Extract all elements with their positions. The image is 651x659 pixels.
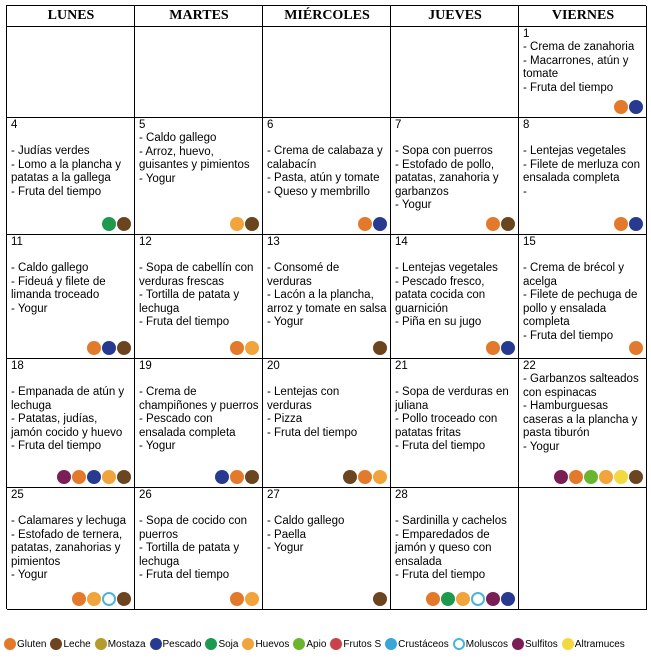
huevos-icon — [599, 470, 613, 484]
pescado-icon — [215, 470, 229, 484]
legend-item-apio — [293, 638, 326, 650]
menu-line: - Sopa de cocido con puerros — [139, 515, 248, 541]
day-number: 27 — [267, 489, 280, 501]
menu-line: - Sopa de cabellín con verduras frescas — [139, 262, 254, 288]
allergen-icons — [230, 217, 259, 231]
menu-line: - Sardinilla y cachelos — [395, 515, 507, 527]
menu-line: - Fruta del tiempo — [139, 569, 230, 581]
day-number: 28 — [395, 489, 408, 501]
allergen-icons — [358, 217, 387, 231]
menu-line: - Arroz, huevo, guisantes y pimientos — [139, 145, 250, 171]
legend-label: Sulfitos — [525, 638, 558, 650]
menu-line — [11, 502, 131, 515]
menu-line: - Yogur — [11, 569, 48, 581]
gluten-icon — [87, 341, 101, 355]
menu-line: - Fruta del tiempo — [139, 316, 230, 328]
soja-icon — [102, 217, 116, 231]
menu-line: - Queso y membrillo — [267, 185, 370, 198]
menu-line: - Fruta del tiempo — [11, 440, 102, 452]
legend-label: Pescado — [162, 638, 202, 650]
menu-line: - Fruta del tiempo — [267, 426, 358, 439]
menu-line: - Pizza — [267, 413, 303, 425]
gluten-icon — [486, 341, 500, 355]
menu-line — [395, 373, 515, 386]
day-cell — [391, 488, 519, 610]
sulfitos-icon — [57, 470, 71, 484]
moluscos-icon — [102, 592, 116, 606]
legend-item-gluten — [4, 638, 46, 650]
menu-line — [395, 249, 515, 262]
frutos-icon — [330, 638, 342, 650]
pescado-icon — [501, 592, 515, 606]
menu-line: - Yogur — [139, 440, 176, 452]
header-miercoles: MIÉRCOLES — [263, 6, 391, 27]
day-cell — [135, 235, 263, 359]
day-number: 19 — [139, 360, 152, 372]
menu-line: - Sopa con puerros — [395, 145, 493, 157]
allergen-icons — [87, 341, 131, 355]
gluten-icon — [614, 100, 628, 114]
leche-icon — [343, 470, 357, 484]
soja-icon — [205, 638, 217, 650]
altramuces-icon — [562, 638, 574, 650]
header-viernes: VIERNES — [519, 6, 647, 27]
day-number: 22 — [523, 360, 536, 372]
leche-icon — [50, 638, 62, 650]
menu-line: - Yogur — [395, 199, 432, 211]
leche-icon — [117, 341, 131, 355]
pescado-icon — [87, 470, 101, 484]
huevos-icon — [373, 470, 387, 484]
moluscos-icon — [453, 638, 465, 650]
menu-line: - Emparedados de jamón y queso con ensalada — [395, 528, 492, 568]
day-number: 14 — [395, 236, 408, 248]
menu-line: - Yogur — [11, 302, 48, 315]
day-number: 6 — [267, 119, 274, 131]
menu-line: - Judías verdes — [11, 145, 90, 157]
gluten-icon — [614, 217, 628, 231]
allergen-icons — [614, 100, 643, 114]
menu-line — [267, 132, 387, 145]
allergen-icons — [554, 470, 643, 484]
allergen-icons — [230, 592, 259, 606]
legend-item-altramuces — [562, 638, 625, 650]
sulfitos-icon — [512, 638, 524, 650]
menu-line: - Fideuá y filete de limanda troceado — [11, 275, 106, 301]
legend-label: Mostaza — [107, 638, 146, 650]
legend-label: Huevos — [255, 638, 290, 650]
day-number: 21 — [395, 360, 408, 372]
menu-line: - Filete de merluza con ensalada completa — [523, 158, 640, 184]
day-cell — [135, 27, 263, 118]
legend-label: Gluten — [17, 638, 47, 650]
moluscos-icon — [471, 592, 485, 606]
apio-icon — [584, 470, 598, 484]
leche-icon — [245, 470, 259, 484]
menu-line: - Tortilla de patata y lechuga — [139, 289, 240, 315]
day-cell — [263, 118, 391, 235]
menu-line: - Pescado con ensalada completa — [139, 413, 236, 439]
gluten-icon — [230, 341, 244, 355]
pescado-icon — [629, 217, 643, 231]
menu-line: - Patatas, judías, jamón cocido y huevo — [11, 413, 123, 439]
menu-line — [11, 373, 131, 386]
day-cell — [263, 235, 391, 359]
menu-line: - Caldo gallego — [267, 515, 345, 527]
day-cell — [391, 235, 519, 359]
menu-line: - Yogur — [267, 542, 304, 554]
menu-line: - Fruta del tiempo — [523, 81, 614, 94]
menu-line: - Hamburguesas caseras a la plancha y pasta tiburón — [523, 400, 638, 439]
huevos-icon — [87, 592, 101, 606]
menu-line — [267, 502, 387, 515]
menu-line: - Crema de champiñones y puerros — [139, 386, 259, 412]
gluten-icon — [358, 470, 372, 484]
menu-line: - Yogur — [267, 316, 304, 328]
huevos-icon — [230, 217, 244, 231]
menu-line: - Lentejas con verduras — [267, 386, 340, 412]
menu-line — [139, 502, 259, 515]
allergen-icons — [343, 470, 387, 484]
gluten-icon — [230, 470, 244, 484]
legend-item-soja — [205, 638, 238, 650]
gluten-icon — [4, 638, 16, 650]
menu-line: - Macarrones, atún y tomate — [523, 54, 629, 80]
menu-line — [267, 249, 387, 262]
allergen-icons — [215, 470, 259, 484]
day-number: 8 — [523, 119, 530, 131]
allergen-icons — [72, 592, 131, 606]
menu-line — [139, 373, 259, 386]
menu-line: - Caldo gallego — [11, 262, 89, 274]
allergen-icons — [373, 341, 387, 355]
apio-icon — [293, 638, 305, 650]
legend-label: Leche — [63, 638, 91, 650]
menu-line: - Garbanzos salteados con espinacas — [523, 373, 639, 399]
huevos-icon — [245, 592, 259, 606]
day-cell — [519, 235, 647, 359]
menu-line: - Fruta del tiempo — [395, 569, 486, 581]
menu-line: - Pasta, atún y tomate — [267, 172, 380, 184]
day-cell — [519, 488, 647, 610]
legend-item-frutos — [330, 638, 381, 650]
allergen-icons — [102, 217, 131, 231]
day-number: 26 — [139, 489, 152, 501]
gluten-icon — [72, 470, 86, 484]
menu-line: - Filete de pechuga de pollo y ensalada completa — [523, 289, 638, 328]
huevos-icon — [456, 592, 470, 606]
mostaza-icon — [95, 638, 107, 650]
legend-item-crustaceos — [385, 638, 449, 650]
menu-line — [267, 373, 387, 386]
day-cell — [391, 27, 519, 118]
menu-line: - Yogur — [139, 172, 176, 185]
day-cell — [519, 359, 647, 488]
menu-line: - Yogur — [523, 440, 560, 453]
day-number: 11 — [11, 236, 23, 248]
gluten-icon — [629, 341, 643, 355]
day-cell — [7, 27, 135, 118]
legend-label: Soja — [218, 638, 239, 650]
allergen-icons — [486, 341, 515, 355]
leche-icon — [629, 470, 643, 484]
day-number: 25 — [11, 489, 24, 501]
gluten-icon — [569, 470, 583, 484]
day-cell — [135, 359, 263, 488]
sulfitos-icon — [486, 592, 500, 606]
gluten-icon — [230, 592, 244, 606]
menu-line — [11, 249, 131, 262]
huevos-icon — [242, 638, 254, 650]
day-number: 12 — [139, 236, 152, 248]
menu-line: - Estofado de ternera, patatas, zanahorias y pimientos — [11, 528, 123, 568]
allergen-icons — [614, 217, 643, 231]
menu-line — [395, 502, 515, 515]
menu-line: - — [523, 185, 527, 198]
allergen-icons — [426, 592, 515, 606]
header-martes: MARTES — [135, 6, 263, 27]
menu-line: - Crema de calabaza y calabacín — [267, 145, 383, 171]
gluten-icon — [358, 217, 372, 231]
header-lunes: LUNES — [7, 6, 135, 27]
leche-icon — [373, 341, 387, 355]
day-number: 7 — [395, 119, 402, 131]
menu-line: - Lentejas vegetales — [523, 145, 626, 157]
day-cell — [263, 488, 391, 610]
menu-line — [523, 249, 643, 262]
day-cell — [519, 118, 647, 235]
pescado-icon — [373, 217, 387, 231]
menu-line: - Lacón a la plancha, arroz y tomate en salsa — [267, 289, 387, 315]
pescado-icon — [501, 341, 515, 355]
legend-item-leche — [50, 638, 90, 650]
pescado-icon — [102, 341, 116, 355]
day-cell — [135, 488, 263, 610]
menu-line: - Pescado fresco, patata cocida con guarnición — [395, 275, 486, 315]
day-cell — [7, 488, 135, 610]
allergen-legend — [4, 638, 629, 650]
legend-item-moluscos — [453, 638, 508, 650]
menu-line: - Tortilla de patata y lechuga — [139, 542, 240, 568]
menu-line — [523, 132, 643, 145]
pescado-icon — [150, 638, 162, 650]
leche-icon — [117, 592, 131, 606]
menu-line — [395, 132, 515, 145]
day-cell — [391, 359, 519, 488]
allergen-icons — [230, 341, 259, 355]
gluten-icon — [426, 592, 440, 606]
leche-icon — [117, 217, 131, 231]
legend-item-huevos — [242, 638, 289, 650]
huevos-icon — [245, 341, 259, 355]
legend-label: Crustáceos — [398, 638, 449, 650]
menu-line: - Crema de brécol y acelga — [523, 262, 624, 288]
leche-icon — [501, 217, 515, 231]
huevos-icon — [102, 470, 116, 484]
day-number: 13 — [267, 236, 280, 248]
menu-calendar — [6, 5, 646, 609]
gluten-icon — [72, 592, 86, 606]
menu-line: - Pollo troceado con patatas fritas — [395, 413, 498, 439]
legend-label: Frutos S — [343, 638, 382, 650]
menu-line: - Consomé de verduras — [267, 262, 340, 288]
day-cell — [7, 235, 135, 359]
day-number: 1 — [523, 28, 530, 40]
sulfitos-icon — [554, 470, 568, 484]
day-number: 20 — [267, 360, 280, 372]
menu-line: - Lomo a la plancha y patatas a la gallega — [11, 158, 121, 184]
leche-icon — [373, 592, 387, 606]
day-number: 4 — [11, 119, 18, 131]
menu-line: - Calamares y lechuga — [11, 515, 127, 527]
menu-line: - Paella — [267, 528, 306, 541]
menu-line: - Caldo gallego — [139, 132, 217, 144]
legend-item-sulfitos — [512, 638, 558, 650]
menu-line: - Fruta del tiempo — [523, 329, 614, 342]
day-number: 18 — [11, 360, 24, 372]
menu-line: - Crema de zanahoria — [523, 41, 635, 53]
legend-item-pescado — [150, 638, 202, 650]
menu-line: - Sopa de verduras en juliana — [395, 386, 509, 412]
day-cell — [135, 118, 263, 235]
menu-line: - Piña en su jugo — [395, 316, 482, 328]
pescado-icon — [629, 100, 643, 114]
menu-line: - Lentejas vegetales — [395, 262, 498, 274]
day-cell — [263, 27, 391, 118]
header-jueves: JUEVES — [391, 6, 519, 27]
day-number: 5 — [139, 119, 146, 131]
menu-line: - Fruta del tiempo — [395, 440, 486, 452]
day-cell — [519, 27, 647, 118]
day-number: 15 — [523, 236, 536, 248]
allergen-icons — [486, 217, 515, 231]
menu-line: - Estofado de pollo, patatas, zanahoria y garbanzos — [395, 158, 499, 198]
menu-line — [139, 249, 259, 262]
leche-icon — [245, 217, 259, 231]
allergen-icons — [373, 592, 387, 606]
allergen-icons — [57, 470, 131, 484]
menu-line — [11, 132, 131, 145]
allergen-icons — [629, 341, 643, 355]
soja-icon — [441, 592, 455, 606]
crustaceos-icon — [385, 638, 397, 650]
day-cell — [7, 118, 135, 235]
day-cell — [263, 359, 391, 488]
legend-label: Apio — [306, 638, 327, 650]
day-cell — [7, 359, 135, 488]
altramuces-icon — [614, 470, 628, 484]
gluten-icon — [486, 217, 500, 231]
leche-icon — [117, 470, 131, 484]
day-cell — [391, 118, 519, 235]
legend-label: Moluscos — [465, 638, 508, 650]
legend-item-mostaza — [95, 638, 146, 650]
legend-label: Altramuces — [574, 638, 625, 650]
menu-line: - Fruta del tiempo — [11, 185, 102, 198]
menu-line: - Empanada de atún y lechuga — [11, 386, 125, 412]
